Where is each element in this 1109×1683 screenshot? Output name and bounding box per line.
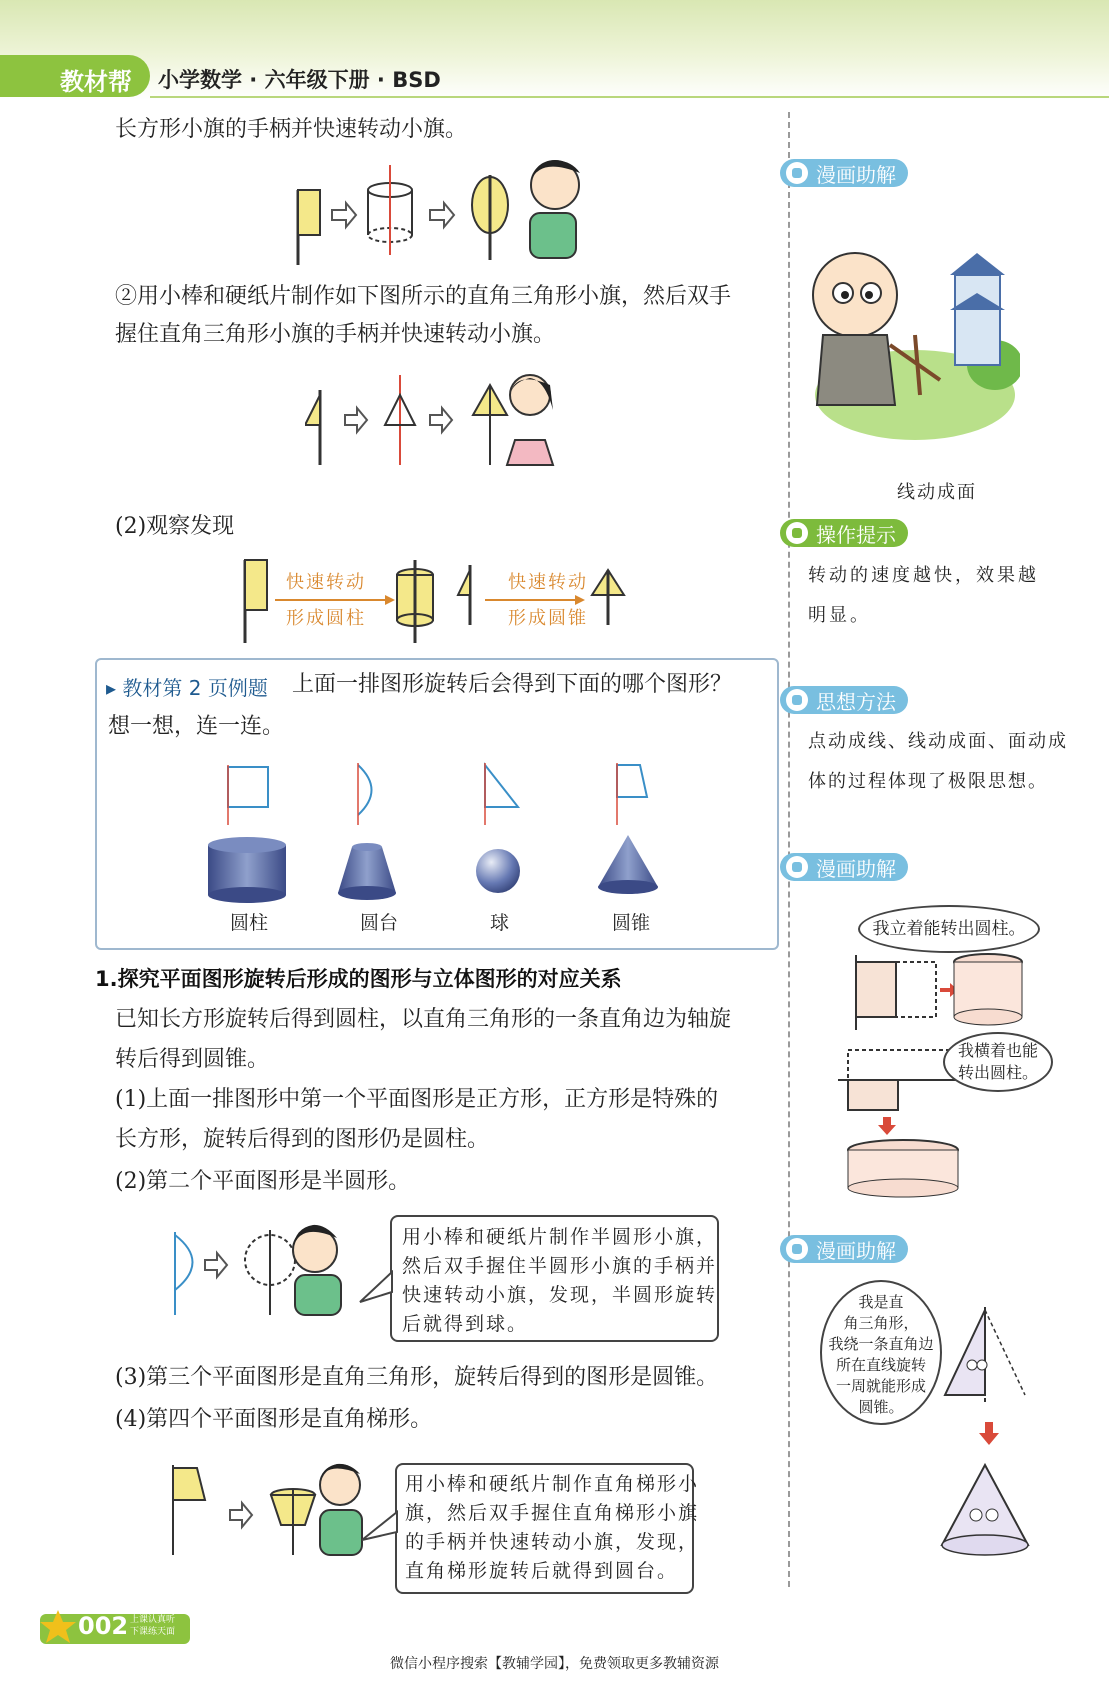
sidebar-head-tip (780, 519, 908, 547)
observe-cone-label2: 形成圆锥 (508, 608, 588, 629)
semicircle-speech-line4: 后就得到球。 (402, 1313, 529, 1335)
bubble-standing: 我立着能转出圆柱。 (858, 905, 1040, 953)
section1-p5: (4)第四个平面图形是直角梯形。 (115, 1407, 433, 1432)
page-number: 002 (78, 1612, 129, 1640)
step2-line2: 握住直角三角形小旗的手柄并快速转动小旗。 (115, 322, 556, 347)
triangle-to-cone-comic (930, 1305, 1040, 1565)
method-line1: 点动成线、线动成面、面动成 (808, 731, 1068, 752)
step2-line1: ②用小棒和硬纸片制作如下图所示的直角三角形小旗，然后双手 (115, 284, 732, 309)
bubble-lying-line2: 转出圆柱。 (957, 1063, 1038, 1082)
brand-label: 教材帮 (60, 68, 132, 96)
sidebar-head-tip-label: 操作提示 (816, 522, 896, 547)
tip-line1: 转动的速度越快，效果越 (808, 565, 1039, 586)
solid-label-cone: 圆锥 (612, 912, 651, 934)
pointing-hand-icon (786, 689, 808, 711)
semicircle-speech-line2: 然后双手握住半圆形小旗的手柄并 (402, 1255, 718, 1277)
section1-p1b: 转后得到圆锥。 (115, 1047, 270, 1072)
semicircle-speech-line1: 用小棒和硬纸片制作半圆形小旗， (402, 1226, 718, 1248)
sidebar-head-comic-3 (780, 1235, 908, 1263)
solid-label-frustum: 圆台 (360, 912, 399, 934)
trapezoid-flag-illustration (165, 1460, 365, 1560)
method-line2: 体的过程体现了极限思想。 (808, 771, 1048, 792)
trapezoid-speech-line1: 用小棒和硬纸片制作直角梯形小 (405, 1473, 700, 1495)
solid-label-sphere: 球 (490, 912, 510, 934)
trapezoid-speech-line3: 的手柄并快速转动小旗，发现， (405, 1531, 700, 1553)
example-question-2: 想一想，连一连。 (108, 714, 285, 739)
plane-shapes-row (200, 755, 680, 835)
observe-cylinder-label2: 形成圆柱 (286, 608, 366, 629)
page-slogan (130, 1614, 175, 1638)
pointing-hand-icon (786, 1238, 808, 1260)
header-divider (150, 96, 1109, 98)
sidebar-head-comic-1 (780, 159, 908, 187)
bubble-triangle-line1: 我是直 (858, 1293, 904, 1311)
section1-title: 1.探究平面图形旋转后形成的图形与立体图形的对应关系 (95, 967, 622, 991)
pointing-hand-icon (786, 162, 808, 184)
example-question: 上面一排图形旋转后会得到下面的哪个图形？ (292, 672, 733, 697)
trapezoid-speech-tail (357, 1510, 399, 1550)
observe-cone-label1: 快速转动 (508, 572, 588, 593)
sidebar-head-comic-1-label: 漫画助解 (816, 162, 896, 187)
section1-p3: (2)第二个平面图形是半圆形。 (115, 1169, 411, 1194)
bubble-lying-line1: 我横着也能 (957, 1041, 1038, 1060)
bubble-triangle-line4: 所在直线旋转 (835, 1356, 926, 1374)
section1-p4: (3)第三个平面图形是直角三角形，旋转后得到的图形是圆锥。 (115, 1365, 719, 1390)
tip-line2: 明显。 (808, 605, 871, 626)
trapezoid-speech-line4: 直角梯形旋转后就得到圆台。 (405, 1560, 679, 1582)
sidebar-head-method-label: 思想方法 (816, 689, 896, 714)
subject-title: 小学数学 · 六年级下册 · BSD (158, 68, 441, 92)
bubble-triangle-line3: 我绕一条直角边 (828, 1335, 934, 1353)
sidebar-caption-line-to-surface: 线动成面 (897, 482, 977, 503)
observe-cylinder-label1: 快速转动 (286, 572, 366, 593)
page-slogan-line1: 上课认真听 (130, 1615, 176, 1625)
bubble-triangle-line5: 一周就能形成 (835, 1377, 926, 1395)
pointing-hand-icon (786, 522, 808, 544)
sidebar-head-comic-2 (780, 853, 908, 881)
page-slogan-line2: 下课练天面 (130, 1627, 176, 1637)
pointing-hand-icon (786, 856, 808, 878)
intro-line: 长方形小旗的手柄并快速转动小旗。 (115, 117, 468, 142)
sidebar-head-comic-3-label: 漫画助解 (816, 1238, 896, 1263)
semicircle-flag-illustration (165, 1220, 355, 1320)
triangle-flag-illustration (305, 370, 565, 470)
monk-comic-illustration (805, 235, 1020, 450)
section1-p2b: 长方形，旋转后得到的图形仍是圆柱。 (115, 1127, 490, 1152)
bubble-lying (943, 1032, 1053, 1092)
solid-shapes-row (200, 835, 680, 905)
example-tag: ▸ 教材第 2 页例题 (106, 676, 268, 700)
section1-p1a: 已知长方形旋转后得到圆柱，以直角三角形的一条直角边为轴旋 (115, 1007, 732, 1032)
column-divider (788, 112, 790, 1587)
semicircle-speech-line3: 快速转动小旗，发现，半圆形旋转 (402, 1284, 718, 1306)
semicircle-speech-tail (355, 1270, 395, 1310)
footer-notice: 微信小程序搜索【教辅学园】，免费领取更多教辅资源 (390, 1656, 719, 1672)
rectangle-flag-illustration (290, 155, 600, 265)
bubble-triangle (820, 1280, 942, 1425)
bubble-triangle-line6: 圆锥。 (858, 1398, 904, 1416)
sidebar-head-comic-2-label: 漫画助解 (816, 856, 896, 881)
observe-title: (2)观察发现 (115, 514, 235, 539)
section1-p2a: (1)上面一排图形中第一个平面图形是正方形，正方形是特殊的 (115, 1087, 719, 1112)
sidebar-head-method (780, 686, 908, 714)
trapezoid-speech-line2: 旗，然后双手握住直角梯形小旗 (405, 1502, 700, 1524)
bubble-triangle-line2: 角三角形， (843, 1314, 919, 1332)
solid-label-cylinder: 圆柱 (230, 912, 269, 934)
